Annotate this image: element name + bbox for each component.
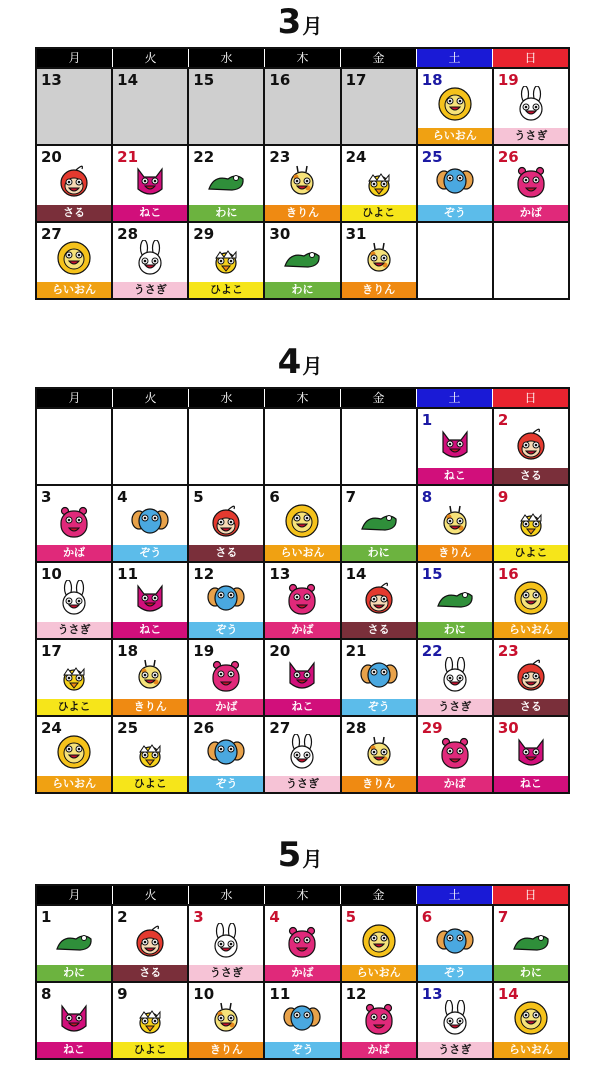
day-cell [265, 717, 341, 792]
animal-label: らいおん [418, 128, 492, 144]
elephant-icon [359, 657, 399, 697]
day-cell [342, 486, 418, 561]
weekday-label: 水 [189, 886, 265, 904]
empty-day-cell [265, 409, 341, 484]
animal-label: ぞう [189, 776, 263, 792]
day-cell [494, 717, 568, 792]
day-number: 26 [193, 719, 215, 737]
weekday-label: 月 [37, 886, 113, 904]
day-cell [113, 146, 189, 221]
day-cell [37, 486, 113, 561]
hippo-icon [435, 734, 475, 774]
weekday-label: 木 [265, 389, 341, 407]
animal-label: ねこ [265, 699, 339, 715]
animal-label: かば [265, 965, 339, 981]
day-cell [494, 69, 568, 144]
weekday-header [37, 389, 568, 407]
day-number: 29 [193, 225, 215, 243]
elephant-icon [206, 580, 246, 620]
day-number: 27 [269, 719, 291, 737]
animal-label: ぞう [113, 545, 187, 561]
animal-label: らいおん [494, 622, 568, 638]
day-cell [494, 563, 568, 638]
animal-label: ぞう [189, 622, 263, 638]
day-cell [37, 563, 113, 638]
day-number: 17 [345, 71, 367, 89]
month-calendar [35, 884, 570, 1060]
hippo-icon [54, 503, 94, 543]
day-number: 9 [497, 488, 509, 506]
day-number: 20 [41, 148, 62, 166]
animal-label: うさぎ [418, 1042, 492, 1058]
day-cell [189, 563, 265, 638]
day-cell [418, 983, 494, 1058]
day-cell [265, 146, 341, 221]
animal-label: ぞう [418, 965, 492, 981]
weekday-label: 木 [265, 49, 341, 67]
weekday-label: 日 [493, 886, 568, 904]
crocodile-icon [511, 923, 551, 963]
day-number: 1 [41, 908, 52, 926]
weekday-label: 月 [37, 49, 113, 67]
rabbit-icon [130, 240, 170, 280]
day-cell [342, 223, 418, 298]
animal-label: うさぎ [189, 965, 263, 981]
animal-label: ひよこ [113, 1042, 187, 1058]
day-number: 28 [117, 225, 139, 243]
lion-icon [54, 734, 94, 774]
week-row [37, 221, 568, 298]
day-cell [37, 906, 113, 981]
month-title [0, 835, 600, 875]
animal-label: かば [189, 699, 263, 715]
week-row [37, 981, 568, 1058]
weekday-label: 火 [113, 886, 189, 904]
day-cell [189, 983, 265, 1058]
week-row [37, 638, 568, 715]
day-cell [342, 717, 418, 792]
day-cell [494, 640, 568, 715]
day-cell [189, 906, 265, 981]
day-number: 26 [497, 148, 519, 166]
animal-label: らいおん [37, 282, 111, 298]
animal-label: きりん [113, 699, 187, 715]
month-calendar [35, 47, 570, 300]
day-cell [189, 146, 265, 221]
animal-label: きりん [418, 545, 492, 561]
day-cell [113, 486, 189, 561]
day-number: 12 [193, 565, 215, 583]
day-cell [342, 983, 418, 1058]
week-row [37, 715, 568, 792]
day-cell [418, 69, 494, 144]
day-number: 27 [41, 225, 62, 243]
day-number: 15 [193, 71, 215, 89]
animal-label: らいおん [265, 545, 339, 561]
crocodile-icon [54, 923, 94, 963]
day-number: 10 [41, 565, 62, 583]
animal-label: ひよこ [37, 699, 111, 715]
cat-icon [282, 657, 322, 697]
day-number: 30 [269, 225, 291, 243]
day-cell [37, 223, 113, 298]
day-cell [418, 409, 494, 484]
day-number: 8 [41, 985, 52, 1003]
empty-day-cell [342, 409, 418, 484]
week-row [37, 67, 568, 144]
day-number: 13 [421, 985, 443, 1003]
animal-label: わに [37, 965, 111, 981]
monkey-icon [130, 923, 170, 963]
day-cell [494, 146, 568, 221]
day-number: 3 [193, 908, 204, 926]
day-cell [418, 640, 494, 715]
weekday-label: 金 [341, 389, 417, 407]
month-suffix: 月 [302, 354, 323, 378]
rabbit-icon [511, 86, 551, 126]
weekday-label: 日 [493, 389, 568, 407]
crocodile-icon [206, 163, 246, 203]
animal-label: らいおん [37, 776, 111, 792]
day-cell [37, 69, 113, 144]
cat-icon [511, 734, 551, 774]
day-cell [37, 983, 113, 1058]
day-cell [113, 906, 189, 981]
hippo-icon [282, 923, 322, 963]
animal-label: わに [418, 622, 492, 638]
day-number: 6 [269, 488, 280, 506]
elephant-icon [130, 503, 170, 543]
weekday-label: 火 [113, 49, 189, 67]
day-number: 3 [41, 488, 52, 506]
animal-label: さる [342, 622, 416, 638]
animal-label: さる [494, 699, 568, 715]
day-number: 16 [497, 565, 519, 583]
day-number: 21 [117, 148, 139, 166]
day-number: 13 [41, 71, 62, 89]
rabbit-icon [206, 923, 246, 963]
day-number: 21 [345, 642, 367, 660]
rabbit-icon [435, 1000, 475, 1040]
week-row [37, 561, 568, 638]
animal-label: かば [37, 545, 111, 561]
giraffe-icon [282, 163, 322, 203]
animal-label: ひよこ [113, 776, 187, 792]
day-number: 22 [193, 148, 215, 166]
month-number: 3 [277, 2, 302, 42]
chick-icon [130, 734, 170, 774]
animal-label: らいおん [342, 965, 416, 981]
giraffe-icon [359, 734, 399, 774]
day-number: 5 [345, 908, 356, 926]
day-cell [342, 640, 418, 715]
weekday-label: 日 [493, 49, 568, 67]
day-number: 19 [497, 71, 519, 89]
weekday-label: 金 [341, 886, 417, 904]
weekday-label: 土 [417, 389, 493, 407]
day-number: 5 [193, 488, 204, 506]
day-number: 17 [41, 642, 62, 660]
elephant-icon [282, 1000, 322, 1040]
weekday-label: 火 [113, 389, 189, 407]
giraffe-icon [206, 1000, 246, 1040]
day-cell [189, 640, 265, 715]
day-number: 30 [497, 719, 519, 737]
day-number: 4 [269, 908, 280, 926]
day-number: 10 [193, 985, 215, 1003]
day-number: 25 [421, 148, 443, 166]
animal-label: ひよこ [189, 282, 263, 298]
animal-label: ねこ [113, 622, 187, 638]
lion-icon [511, 1000, 551, 1040]
lion-icon [359, 923, 399, 963]
day-number: 7 [497, 908, 509, 926]
day-cell [189, 717, 265, 792]
hippo-icon [282, 580, 322, 620]
empty-day-cell [418, 223, 494, 298]
day-cell [37, 640, 113, 715]
hippo-icon [511, 163, 551, 203]
animal-label: らいおん [494, 1042, 568, 1058]
day-number: 9 [117, 985, 128, 1003]
animal-label: きりん [189, 1042, 263, 1058]
crocodile-icon [282, 240, 322, 280]
monkey-icon [206, 503, 246, 543]
chick-icon [54, 657, 94, 697]
day-number: 28 [345, 719, 367, 737]
day-cell [494, 983, 568, 1058]
day-number: 2 [117, 908, 128, 926]
crocodile-icon [435, 580, 475, 620]
day-cell [265, 486, 341, 561]
day-cell [342, 146, 418, 221]
day-number: 16 [269, 71, 291, 89]
animal-label: かば [494, 205, 568, 221]
weekday-label: 土 [417, 49, 493, 67]
weekday-label: 水 [189, 49, 265, 67]
animal-label: さる [113, 965, 187, 981]
animal-label: ぞう [342, 699, 416, 715]
day-cell [265, 69, 341, 144]
empty-day-cell [494, 223, 568, 298]
day-number: 18 [421, 71, 443, 89]
weekday-header [37, 886, 568, 904]
chick-icon [359, 163, 399, 203]
cat-icon [435, 426, 475, 466]
week-row [37, 484, 568, 561]
day-number: 22 [421, 642, 443, 660]
lion-icon [511, 580, 551, 620]
cat-icon [130, 580, 170, 620]
day-number: 11 [117, 565, 139, 583]
month-title [0, 342, 600, 382]
rabbit-icon [435, 657, 475, 697]
animal-label: かば [342, 1042, 416, 1058]
day-cell [265, 640, 341, 715]
giraffe-icon [435, 503, 475, 543]
animal-label: ねこ [37, 1042, 111, 1058]
day-number: 13 [269, 565, 291, 583]
day-number: 1 [421, 411, 433, 429]
day-number: 19 [193, 642, 215, 660]
day-cell [37, 717, 113, 792]
month-suffix: 月 [302, 847, 323, 871]
week-row [37, 407, 568, 484]
day-cell [418, 486, 494, 561]
rabbit-icon [282, 734, 322, 774]
hippo-icon [359, 1000, 399, 1040]
day-number: 14 [117, 71, 139, 89]
monkey-icon [359, 580, 399, 620]
day-number: 24 [345, 148, 367, 166]
day-number: 20 [269, 642, 291, 660]
day-cell [342, 69, 418, 144]
crocodile-icon [359, 503, 399, 543]
monkey-icon [511, 426, 551, 466]
month-number: 4 [277, 342, 302, 382]
day-cell [189, 223, 265, 298]
month-title [0, 2, 600, 42]
day-number: 11 [269, 985, 291, 1003]
day-cell [265, 563, 341, 638]
hippo-icon [206, 657, 246, 697]
animal-label: きりん [342, 776, 416, 792]
day-number: 7 [345, 488, 356, 506]
elephant-icon [206, 734, 246, 774]
animal-label: ぞう [265, 1042, 339, 1058]
animal-label: わに [342, 545, 416, 561]
day-cell [265, 906, 341, 981]
weekday-label: 木 [265, 886, 341, 904]
day-cell [265, 983, 341, 1058]
day-number: 14 [345, 565, 367, 583]
animal-label: うさぎ [418, 699, 492, 715]
day-cell [494, 409, 568, 484]
chick-icon [206, 240, 246, 280]
day-number: 15 [421, 565, 443, 583]
animal-label: きりん [265, 205, 339, 221]
animal-label: ねこ [494, 776, 568, 792]
month-calendar [35, 387, 570, 794]
day-cell [113, 717, 189, 792]
day-cell [342, 563, 418, 638]
animal-label: さる [189, 545, 263, 561]
day-number: 24 [41, 719, 62, 737]
cat-icon [130, 163, 170, 203]
chick-icon [130, 1000, 170, 1040]
animal-label: ねこ [418, 468, 492, 484]
day-cell [189, 486, 265, 561]
rabbit-icon [54, 580, 94, 620]
day-cell [189, 69, 265, 144]
monkey-icon [54, 163, 94, 203]
month-suffix: 月 [302, 14, 323, 38]
day-cell [265, 223, 341, 298]
animal-label: さる [37, 205, 111, 221]
day-cell [113, 223, 189, 298]
month-number: 5 [277, 835, 302, 875]
weekday-label: 金 [341, 49, 417, 67]
day-number: 12 [345, 985, 367, 1003]
animal-label: うさぎ [37, 622, 111, 638]
day-cell [494, 486, 568, 561]
week-row [37, 904, 568, 981]
day-cell [113, 563, 189, 638]
day-number: 2 [497, 411, 509, 429]
lion-icon [282, 503, 322, 543]
day-number: 23 [269, 148, 291, 166]
animal-label: わに [265, 282, 339, 298]
animal-label: ひよこ [342, 205, 416, 221]
animal-label: かば [418, 776, 492, 792]
day-number: 31 [345, 225, 367, 243]
empty-day-cell [189, 409, 265, 484]
animal-label: ひよこ [494, 545, 568, 561]
day-cell [418, 906, 494, 981]
animal-label: ぞう [418, 205, 492, 221]
giraffe-icon [130, 657, 170, 697]
empty-day-cell [113, 409, 189, 484]
day-number: 6 [421, 908, 433, 926]
day-number: 14 [497, 985, 519, 1003]
lion-icon [435, 86, 475, 126]
animal-label: さる [494, 468, 568, 484]
day-number: 23 [497, 642, 519, 660]
giraffe-icon [359, 240, 399, 280]
lion-icon [54, 240, 94, 280]
day-number: 29 [421, 719, 443, 737]
weekday-label: 土 [417, 886, 493, 904]
cat-icon [54, 1000, 94, 1040]
day-cell [113, 983, 189, 1058]
day-number: 18 [117, 642, 139, 660]
animal-label: きりん [342, 282, 416, 298]
elephant-icon [435, 923, 475, 963]
chick-icon [511, 503, 551, 543]
day-number: 4 [117, 488, 128, 506]
weekday-header [37, 49, 568, 67]
animal-label: ねこ [113, 205, 187, 221]
day-cell [113, 640, 189, 715]
animal-label: かば [265, 622, 339, 638]
animal-label: わに [189, 205, 263, 221]
day-cell [418, 146, 494, 221]
day-cell [342, 906, 418, 981]
weekday-label: 水 [189, 389, 265, 407]
empty-day-cell [37, 409, 113, 484]
day-cell [37, 146, 113, 221]
weekday-label: 月 [37, 389, 113, 407]
day-number: 25 [117, 719, 139, 737]
day-number: 8 [421, 488, 433, 506]
animal-label: うさぎ [265, 776, 339, 792]
day-cell [494, 906, 568, 981]
animal-label: わに [494, 965, 568, 981]
day-cell [113, 69, 189, 144]
day-cell [418, 563, 494, 638]
elephant-icon [435, 163, 475, 203]
monkey-icon [511, 657, 551, 697]
week-row [37, 144, 568, 221]
day-cell [418, 717, 494, 792]
animal-label: うさぎ [494, 128, 568, 144]
animal-label: うさぎ [113, 282, 187, 298]
